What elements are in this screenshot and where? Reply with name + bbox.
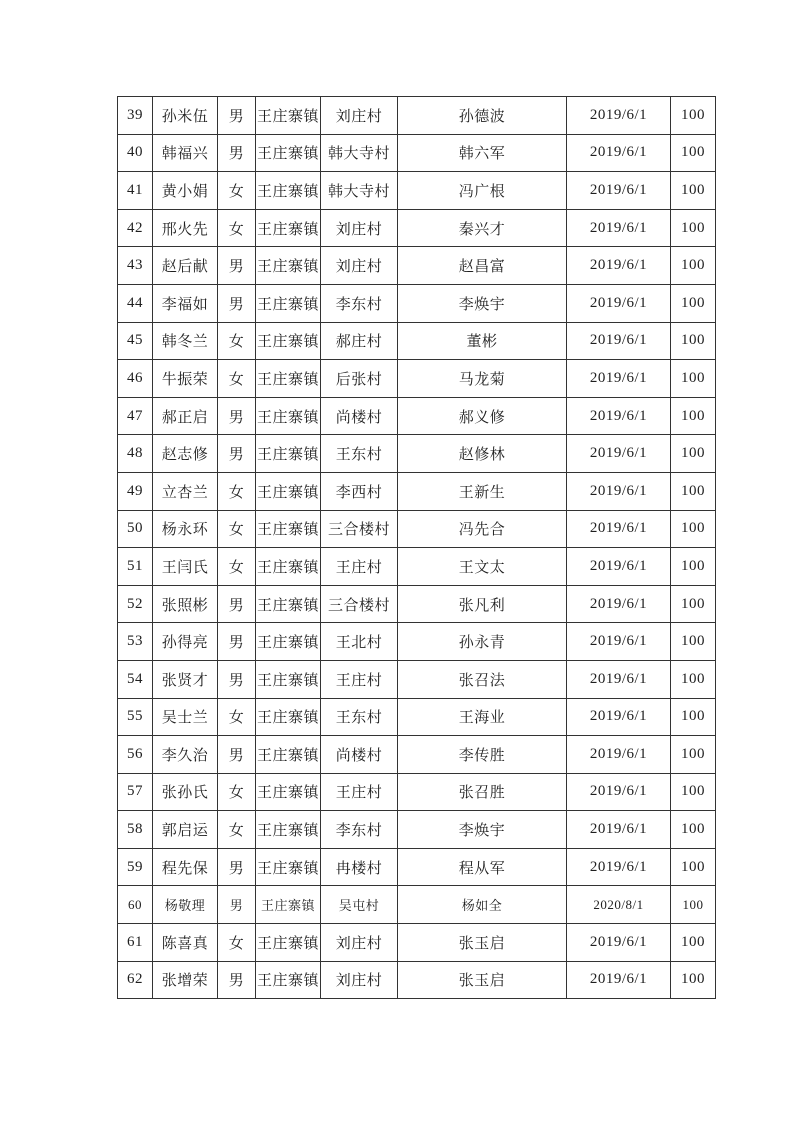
cell-seq: 57 (118, 773, 153, 811)
cell-seq: 42 (118, 209, 153, 247)
cell-town: 王庄寨镇 (256, 886, 321, 924)
cell-town: 王庄寨镇 (256, 284, 321, 322)
cell-name: 李福如 (153, 284, 218, 322)
cell-seq: 51 (118, 548, 153, 586)
table-row (118, 848, 716, 886)
cell-name: 张孙氏 (153, 773, 218, 811)
cell-village: 吴屯村 (321, 886, 398, 924)
cell-village: 尚楼村 (321, 397, 398, 435)
cell-date: 2019/6/1 (567, 548, 671, 586)
cell-date: 2019/6/1 (567, 961, 671, 999)
cell-gender: 男 (218, 435, 256, 473)
cell-date: 2019/6/1 (567, 134, 671, 172)
cell-seq: 39 (118, 97, 153, 135)
table-row (118, 811, 716, 849)
cell-gender: 男 (218, 660, 256, 698)
table-row (118, 435, 716, 473)
cell-amount: 100 (671, 510, 716, 548)
cell-date: 2020/8/1 (567, 886, 671, 924)
cell-name: 孙米伍 (153, 97, 218, 135)
cell-amount: 100 (671, 172, 716, 210)
cell-amount: 100 (671, 961, 716, 999)
cell-name: 陈喜真 (153, 924, 218, 962)
cell-date: 2019/6/1 (567, 247, 671, 285)
cell-town: 王庄寨镇 (256, 924, 321, 962)
cell-seq: 45 (118, 322, 153, 360)
cell-seq: 44 (118, 284, 153, 322)
cell-town: 王庄寨镇 (256, 472, 321, 510)
cell-date: 2019/6/1 (567, 585, 671, 623)
cell-town: 王庄寨镇 (256, 773, 321, 811)
cell-town: 王庄寨镇 (256, 811, 321, 849)
table-row (118, 472, 716, 510)
cell-town: 王庄寨镇 (256, 961, 321, 999)
cell-related_name: 马龙菊 (398, 360, 567, 398)
cell-village: 王庄村 (321, 548, 398, 586)
cell-gender: 女 (218, 924, 256, 962)
cell-related_name: 王新生 (398, 472, 567, 510)
cell-related_name: 孙德波 (398, 97, 567, 135)
cell-name: 立杏兰 (153, 472, 218, 510)
cell-amount: 100 (671, 660, 716, 698)
cell-amount: 100 (671, 698, 716, 736)
table-row (118, 510, 716, 548)
cell-village: 韩大寺村 (321, 172, 398, 210)
cell-seq: 54 (118, 660, 153, 698)
cell-name: 牛振荣 (153, 360, 218, 398)
cell-village: 王庄村 (321, 660, 398, 698)
cell-village: 韩大寺村 (321, 134, 398, 172)
cell-gender: 女 (218, 548, 256, 586)
cell-name: 郝正启 (153, 397, 218, 435)
cell-village: 郝庄村 (321, 322, 398, 360)
cell-seq: 60 (118, 886, 153, 924)
cell-amount: 100 (671, 435, 716, 473)
cell-related_name: 王海业 (398, 698, 567, 736)
cell-amount: 100 (671, 585, 716, 623)
cell-village: 李东村 (321, 811, 398, 849)
cell-name: 张照彬 (153, 585, 218, 623)
cell-date: 2019/6/1 (567, 172, 671, 210)
cell-related_name: 冯先合 (398, 510, 567, 548)
cell-gender: 男 (218, 97, 256, 135)
cell-village: 刘庄村 (321, 924, 398, 962)
table-row (118, 886, 716, 924)
cell-town: 王庄寨镇 (256, 134, 321, 172)
cell-name: 邢火先 (153, 209, 218, 247)
cell-gender: 男 (218, 134, 256, 172)
cell-town: 王庄寨镇 (256, 623, 321, 661)
cell-seq: 46 (118, 360, 153, 398)
cell-gender: 男 (218, 848, 256, 886)
cell-name: 张增荣 (153, 961, 218, 999)
cell-date: 2019/6/1 (567, 472, 671, 510)
cell-seq: 53 (118, 623, 153, 661)
cell-amount: 100 (671, 209, 716, 247)
table-row (118, 134, 716, 172)
cell-related_name: 张召法 (398, 660, 567, 698)
table-row (118, 360, 716, 398)
table-row (118, 961, 716, 999)
cell-amount: 100 (671, 397, 716, 435)
cell-seq: 59 (118, 848, 153, 886)
cell-seq: 56 (118, 736, 153, 774)
cell-related_name: 程从军 (398, 848, 567, 886)
cell-seq: 61 (118, 924, 153, 962)
cell-name: 孙得亮 (153, 623, 218, 661)
cell-town: 王庄寨镇 (256, 736, 321, 774)
table-row (118, 172, 716, 210)
cell-gender: 男 (218, 284, 256, 322)
table-row (118, 660, 716, 698)
table-row (118, 585, 716, 623)
cell-amount: 100 (671, 247, 716, 285)
cell-gender: 女 (218, 322, 256, 360)
table-row (118, 736, 716, 774)
cell-village: 王庄村 (321, 773, 398, 811)
cell-amount: 100 (671, 886, 716, 924)
cell-name: 黄小娟 (153, 172, 218, 210)
cell-seq: 40 (118, 134, 153, 172)
cell-village: 三合楼村 (321, 585, 398, 623)
cell-related_name: 张玉启 (398, 924, 567, 962)
table-row (118, 548, 716, 586)
cell-town: 王庄寨镇 (256, 848, 321, 886)
table-row (118, 623, 716, 661)
cell-related_name: 赵修林 (398, 435, 567, 473)
table-row (118, 97, 716, 135)
cell-seq: 43 (118, 247, 153, 285)
cell-related_name: 赵昌富 (398, 247, 567, 285)
cell-gender: 女 (218, 773, 256, 811)
cell-date: 2019/6/1 (567, 209, 671, 247)
beneficiary-table (117, 96, 716, 999)
cell-village: 李西村 (321, 472, 398, 510)
cell-gender: 女 (218, 172, 256, 210)
cell-date: 2019/6/1 (567, 623, 671, 661)
cell-amount: 100 (671, 848, 716, 886)
cell-village: 后张村 (321, 360, 398, 398)
cell-town: 王庄寨镇 (256, 247, 321, 285)
cell-name: 张贤才 (153, 660, 218, 698)
cell-related_name: 董彬 (398, 322, 567, 360)
cell-date: 2019/6/1 (567, 97, 671, 135)
table-row (118, 698, 716, 736)
cell-date: 2019/6/1 (567, 811, 671, 849)
cell-town: 王庄寨镇 (256, 698, 321, 736)
cell-gender: 女 (218, 209, 256, 247)
beneficiary-table-body (118, 97, 716, 999)
cell-related_name: 王文太 (398, 548, 567, 586)
cell-name: 韩冬兰 (153, 322, 218, 360)
cell-related_name: 郝义修 (398, 397, 567, 435)
cell-gender: 男 (218, 886, 256, 924)
cell-village: 尚楼村 (321, 736, 398, 774)
table-row (118, 773, 716, 811)
cell-related_name: 张召胜 (398, 773, 567, 811)
cell-seq: 55 (118, 698, 153, 736)
cell-town: 王庄寨镇 (256, 172, 321, 210)
cell-town: 王庄寨镇 (256, 397, 321, 435)
cell-village: 刘庄村 (321, 961, 398, 999)
cell-name: 赵后献 (153, 247, 218, 285)
cell-amount: 100 (671, 548, 716, 586)
cell-name: 韩福兴 (153, 134, 218, 172)
cell-village: 刘庄村 (321, 247, 398, 285)
cell-seq: 49 (118, 472, 153, 510)
cell-gender: 男 (218, 397, 256, 435)
cell-village: 王东村 (321, 435, 398, 473)
cell-related_name: 冯广根 (398, 172, 567, 210)
cell-amount: 100 (671, 924, 716, 962)
cell-amount: 100 (671, 97, 716, 135)
cell-amount: 100 (671, 472, 716, 510)
cell-seq: 47 (118, 397, 153, 435)
cell-name: 杨敬理 (153, 886, 218, 924)
cell-village: 刘庄村 (321, 209, 398, 247)
cell-date: 2019/6/1 (567, 924, 671, 962)
cell-town: 王庄寨镇 (256, 660, 321, 698)
cell-gender: 女 (218, 510, 256, 548)
cell-date: 2019/6/1 (567, 698, 671, 736)
cell-amount: 100 (671, 623, 716, 661)
cell-date: 2019/6/1 (567, 510, 671, 548)
cell-amount: 100 (671, 360, 716, 398)
cell-amount: 100 (671, 736, 716, 774)
cell-related_name: 李焕宇 (398, 284, 567, 322)
table-row (118, 284, 716, 322)
cell-name: 杨永环 (153, 510, 218, 548)
cell-gender: 男 (218, 623, 256, 661)
cell-date: 2019/6/1 (567, 435, 671, 473)
table-row (118, 397, 716, 435)
cell-village: 刘庄村 (321, 97, 398, 135)
cell-name: 王闫氏 (153, 548, 218, 586)
cell-date: 2019/6/1 (567, 773, 671, 811)
cell-name: 李久治 (153, 736, 218, 774)
cell-town: 王庄寨镇 (256, 585, 321, 623)
cell-seq: 48 (118, 435, 153, 473)
table-row (118, 247, 716, 285)
cell-gender: 男 (218, 961, 256, 999)
cell-related_name: 孙永青 (398, 623, 567, 661)
cell-gender: 男 (218, 736, 256, 774)
table-row (118, 322, 716, 360)
cell-seq: 62 (118, 961, 153, 999)
cell-related_name: 张玉启 (398, 961, 567, 999)
cell-gender: 女 (218, 472, 256, 510)
cell-amount: 100 (671, 773, 716, 811)
cell-gender: 女 (218, 698, 256, 736)
cell-related_name: 李传胜 (398, 736, 567, 774)
cell-seq: 52 (118, 585, 153, 623)
cell-name: 赵志修 (153, 435, 218, 473)
cell-related_name: 韩六军 (398, 134, 567, 172)
cell-date: 2019/6/1 (567, 660, 671, 698)
cell-related_name: 张凡利 (398, 585, 567, 623)
cell-date: 2019/6/1 (567, 397, 671, 435)
cell-seq: 41 (118, 172, 153, 210)
cell-village: 冉楼村 (321, 848, 398, 886)
cell-amount: 100 (671, 134, 716, 172)
cell-gender: 女 (218, 360, 256, 398)
cell-town: 王庄寨镇 (256, 322, 321, 360)
cell-village: 三合楼村 (321, 510, 398, 548)
cell-date: 2019/6/1 (567, 284, 671, 322)
cell-name: 吴士兰 (153, 698, 218, 736)
cell-related_name: 秦兴才 (398, 209, 567, 247)
cell-town: 王庄寨镇 (256, 209, 321, 247)
cell-village: 王东村 (321, 698, 398, 736)
cell-amount: 100 (671, 811, 716, 849)
cell-date: 2019/6/1 (567, 736, 671, 774)
cell-date: 2019/6/1 (567, 322, 671, 360)
cell-town: 王庄寨镇 (256, 548, 321, 586)
cell-name: 程先保 (153, 848, 218, 886)
cell-date: 2019/6/1 (567, 848, 671, 886)
cell-amount: 100 (671, 284, 716, 322)
cell-village: 李东村 (321, 284, 398, 322)
cell-date: 2019/6/1 (567, 360, 671, 398)
cell-gender: 男 (218, 247, 256, 285)
cell-amount: 100 (671, 322, 716, 360)
cell-village: 王北村 (321, 623, 398, 661)
table-row (118, 924, 716, 962)
cell-related_name: 杨如全 (398, 886, 567, 924)
cell-gender: 女 (218, 811, 256, 849)
table-row (118, 209, 716, 247)
cell-town: 王庄寨镇 (256, 97, 321, 135)
cell-gender: 男 (218, 585, 256, 623)
cell-name: 郭启运 (153, 811, 218, 849)
cell-town: 王庄寨镇 (256, 435, 321, 473)
cell-town: 王庄寨镇 (256, 510, 321, 548)
cell-seq: 58 (118, 811, 153, 849)
cell-seq: 50 (118, 510, 153, 548)
cell-related_name: 李焕宇 (398, 811, 567, 849)
cell-town: 王庄寨镇 (256, 360, 321, 398)
